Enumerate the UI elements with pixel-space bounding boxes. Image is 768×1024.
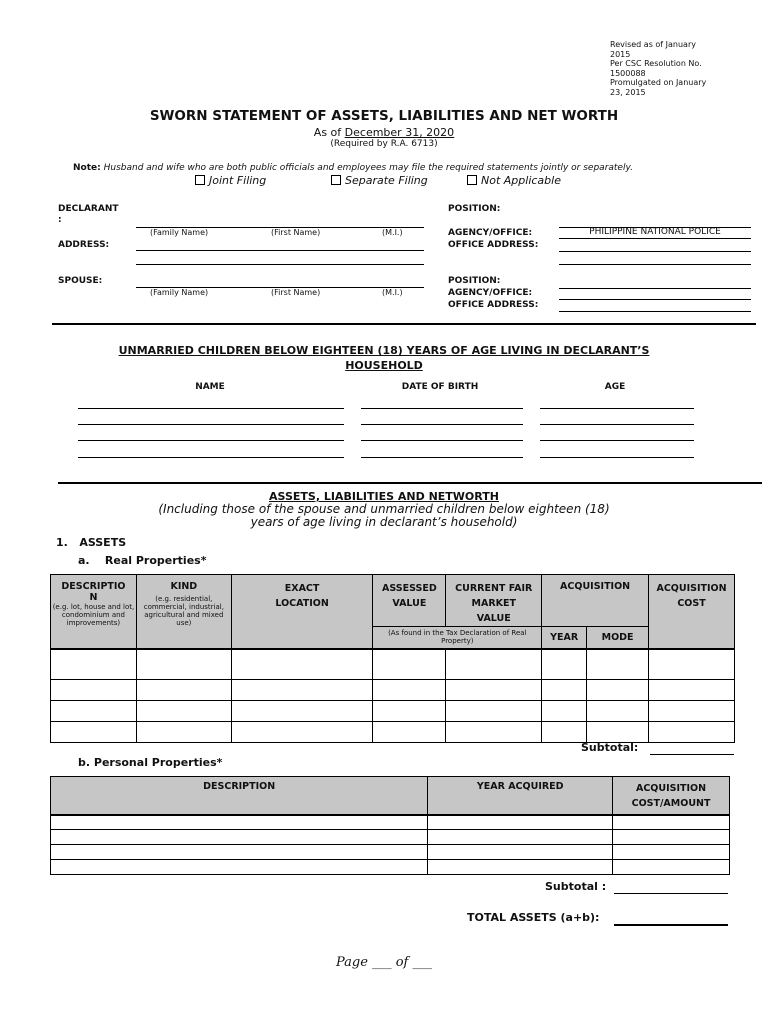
header-text: DESCRIPTIO [61, 581, 126, 592]
header-subtext: (e.g. lot, house and lot, condominium and improvements) [52, 603, 135, 627]
position-label: POSITION: [448, 204, 501, 214]
table-row [51, 701, 735, 722]
real-col-acquisition: ACQUISITION [542, 575, 649, 627]
table-cell[interactable] [613, 815, 730, 830]
not-applicable-option[interactable] [467, 174, 561, 187]
header-text: COST/AMOUNT [631, 798, 711, 809]
table-cell[interactable] [446, 701, 542, 722]
table-cell[interactable] [373, 649, 446, 680]
revision-line: 2015 [610, 49, 631, 59]
table-cell[interactable] [373, 680, 446, 701]
child-dob-field[interactable] [361, 424, 523, 425]
personal-col-year: YEAR ACQUIRED [428, 777, 613, 815]
address-label: ADDRESS: [58, 240, 110, 250]
table-cell[interactable] [649, 649, 735, 680]
revision-line: Promulgated on January [610, 78, 707, 87]
spouse-office-address-field[interactable] [559, 311, 751, 312]
table-cell[interactable] [446, 649, 542, 680]
table-cell[interactable] [51, 722, 137, 743]
table-cell[interactable] [649, 701, 735, 722]
header-text: ACQUISITION [635, 783, 707, 794]
table-cell[interactable] [428, 815, 613, 830]
spouse-label: SPOUSE: [58, 276, 103, 286]
table-cell[interactable] [136, 649, 231, 680]
table-cell[interactable] [51, 649, 137, 680]
child-name-field[interactable] [78, 408, 344, 409]
header-text: N [89, 592, 98, 603]
child-dob-field[interactable] [361, 408, 523, 409]
revision-line: 1500088 [610, 68, 646, 78]
child-name-field[interactable] [78, 424, 344, 425]
child-name-field[interactable] [78, 440, 344, 441]
assets-label: 1. ASSETS [56, 536, 127, 549]
revision-line: Per CSC Resolution No. [610, 59, 702, 68]
as-of-prefix: As of [313, 126, 342, 139]
spouse-position-label: POSITION: [448, 276, 501, 286]
assets-subheading-line: (Including those of the spouse and unmarried children below eighteen (18) [158, 502, 610, 516]
children-heading-line: UNMARRIED CHILDREN BELOW EIGHTEEN (18) YEARS OF AGE LIVING IN DECLARANT’S [118, 344, 650, 357]
note [73, 163, 633, 173]
child-dob-field[interactable] [361, 457, 523, 458]
family-name-caption: (Family Name) [150, 228, 209, 237]
table-cell[interactable] [231, 680, 373, 701]
declarant-label: DECLARANT [58, 204, 119, 214]
table-row [51, 845, 730, 860]
subtotal-label: Subtotal: [581, 741, 639, 754]
header-text: VALUE [392, 598, 427, 609]
office-address-label: OFFICE ADDRESS: [448, 240, 539, 250]
personal-col-description: DESCRIPTION [51, 777, 428, 815]
tax-note [373, 627, 542, 649]
table-cell[interactable] [231, 701, 373, 722]
revision-line: Revised as of January [610, 40, 696, 49]
child-dob-field[interactable] [361, 440, 523, 441]
table-cell[interactable] [428, 860, 613, 875]
table-cell[interactable] [136, 680, 231, 701]
subtotal2-label: Subtotal : [545, 880, 607, 893]
revision-line: 23, 2015 [610, 87, 646, 97]
real-col-description [51, 575, 137, 649]
office-address-field[interactable] [559, 251, 751, 252]
option-label: Joint Filing [209, 174, 267, 187]
child-age-field[interactable] [540, 440, 694, 441]
assets-subheading-line: years of age living in declarant’s household) [250, 515, 518, 529]
table-cell[interactable] [613, 860, 730, 875]
header-text: LOCATION [275, 598, 329, 609]
spouse-office-address-label: OFFICE ADDRESS: [448, 300, 539, 310]
table-row [51, 649, 735, 680]
table-cell[interactable] [231, 722, 373, 743]
table-cell[interactable] [446, 680, 542, 701]
real-properties-table [50, 574, 735, 743]
section-divider [52, 323, 756, 325]
real-col-kind [136, 575, 231, 649]
real-col-acq-cost [649, 575, 735, 649]
checkbox-icon[interactable] [467, 175, 477, 185]
total-assets-field[interactable] [614, 924, 728, 926]
spouse-agency-label: AGENCY/OFFICE: [448, 288, 533, 298]
header-text: COST [677, 598, 706, 609]
subtotal2-field[interactable] [614, 893, 728, 894]
spouse-agency-field[interactable] [559, 299, 751, 300]
child-age-field[interactable] [540, 408, 694, 409]
col-age: AGE [604, 382, 626, 392]
header-text: EXACT [284, 583, 320, 594]
page-title: SWORN STATEMENT OF ASSETS, LIABILITIES AND NET WORTH [149, 108, 619, 124]
as-of-line [0, 126, 768, 139]
mi-caption: (M.I.) [382, 228, 403, 237]
table-cell[interactable] [542, 649, 587, 680]
header-subtext: (As found in the Tax Declaration of Real Property) [388, 629, 527, 646]
col-dob: DATE OF BIRTH [401, 382, 479, 392]
spouse-position-field[interactable] [559, 288, 751, 289]
required-by: (Required by R.A. 6713) [330, 139, 438, 149]
table-row [51, 830, 730, 845]
declarant-colon: : [58, 215, 62, 225]
child-age-field[interactable] [540, 424, 694, 425]
assets-subheading [0, 503, 768, 529]
note-text: Husband and wife who are both public officials and employees may file the required statements jointly or separately. [103, 163, 633, 173]
header-text: ACQUISITION [656, 583, 727, 594]
table-cell[interactable] [587, 722, 649, 743]
table-cell[interactable] [587, 649, 649, 680]
agency-field[interactable] [559, 238, 751, 239]
table-cell[interactable] [587, 701, 649, 722]
table-cell[interactable] [613, 845, 730, 860]
option-label: Not Applicable [481, 174, 561, 187]
address-field[interactable] [136, 250, 424, 251]
real-col-assessed [373, 575, 446, 627]
table-row [51, 860, 730, 875]
header-text: ASSESSED [382, 583, 437, 594]
agency-value[interactable]: PHILIPPINE NATIONAL POLICE [589, 227, 721, 237]
table-cell[interactable] [51, 830, 428, 845]
table-cell[interactable] [373, 701, 446, 722]
address-field[interactable] [136, 264, 424, 265]
table-cell[interactable] [649, 722, 735, 743]
total-assets-label: TOTAL ASSETS (a+b): [467, 911, 600, 924]
header-subtext: (e.g. residential, commercial, industrial, agricultural and mixed use) [143, 595, 224, 627]
subtotal-field[interactable] [650, 754, 734, 755]
table-cell[interactable] [542, 680, 587, 701]
first-name-caption: (First Name) [271, 228, 321, 237]
children-heading [0, 343, 768, 373]
family-name-caption: (Family Name) [150, 288, 209, 297]
checkbox-icon[interactable] [195, 175, 205, 185]
real-properties-label: a. Real Properties* [78, 554, 207, 567]
header-text: CURRENT FAIR [455, 583, 533, 594]
real-col-mode: MODE [587, 627, 649, 649]
option-label: Separate Filing [345, 174, 428, 187]
table-cell[interactable] [428, 845, 613, 860]
table-row [51, 722, 735, 743]
table-cell[interactable] [51, 860, 428, 875]
page-number: Page ___ of ___ [336, 955, 432, 970]
children-heading-line: HOUSEHOLD [345, 359, 423, 372]
real-col-market [446, 575, 542, 627]
table-cell[interactable] [136, 722, 231, 743]
table-cell[interactable] [649, 680, 735, 701]
note-label: Note: [73, 163, 101, 173]
assets-heading: ASSETS, LIABILITIES AND NETWORTH [269, 490, 499, 503]
table-cell[interactable] [446, 722, 542, 743]
table-cell[interactable] [613, 830, 730, 845]
first-name-caption: (First Name) [271, 288, 321, 297]
table-cell[interactable] [136, 701, 231, 722]
revision-note [610, 40, 706, 97]
as-of-date[interactable]: December 31, 2020 [344, 126, 455, 139]
table-cell[interactable] [51, 701, 137, 722]
section-divider [58, 482, 762, 484]
real-col-location [231, 575, 373, 649]
agency-label: AGENCY/OFFICE: [448, 228, 533, 238]
table-cell[interactable] [542, 701, 587, 722]
personal-properties-table [50, 776, 730, 875]
separate-filing-option[interactable] [331, 174, 428, 187]
table-row [51, 680, 735, 701]
header-text: VALUE [476, 613, 511, 624]
mi-caption: (M.I.) [382, 288, 403, 297]
office-address-field[interactable] [559, 264, 751, 265]
table-cell[interactable] [231, 649, 373, 680]
table-cell[interactable] [373, 722, 446, 743]
table-cell[interactable] [428, 830, 613, 845]
header-text: KIND [170, 581, 198, 592]
header-text: MARKET [471, 598, 516, 609]
col-name: NAME [195, 382, 225, 392]
personal-col-cost [613, 777, 730, 815]
table-cell[interactable] [51, 680, 137, 701]
real-col-year: YEAR [542, 627, 587, 649]
table-cell[interactable] [587, 680, 649, 701]
child-age-field[interactable] [540, 457, 694, 458]
table-cell[interactable] [51, 815, 428, 830]
joint-filing-option[interactable] [195, 174, 266, 187]
table-row [51, 815, 730, 830]
checkbox-icon[interactable] [331, 175, 341, 185]
child-name-field[interactable] [78, 457, 344, 458]
table-cell[interactable] [542, 722, 587, 743]
personal-properties-label: b. Personal Properties* [78, 756, 223, 769]
table-cell[interactable] [51, 845, 428, 860]
